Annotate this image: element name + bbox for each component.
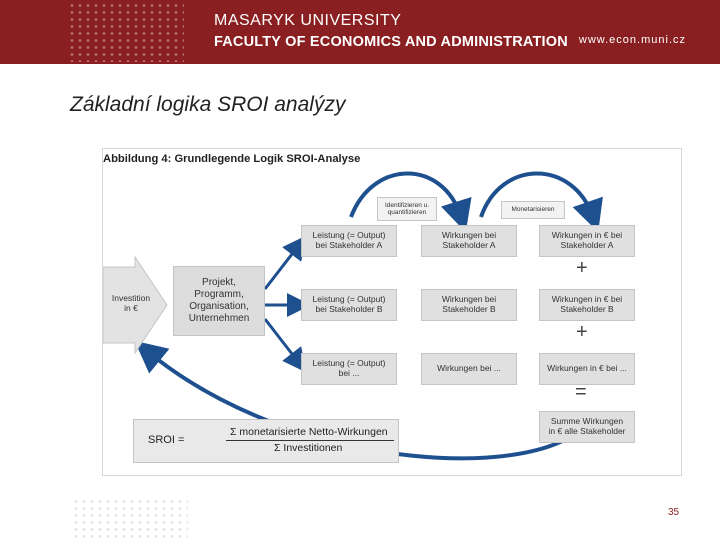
step-monetize: Monetarisieren [501,201,565,219]
euro-box-c: Wirkungen in € bei ... [539,353,635,385]
header-bar [0,0,720,64]
project-box: Projekt, Programm, Organisation, Unternehmen [173,266,265,336]
website-url[interactable]: www.econ.muni.cz [578,34,686,46]
output-box-c: Leistung (= Output) bei ... [301,353,397,385]
output-box-a: Leistung (= Output) bei Stakeholder A [301,225,397,257]
effect-box-b: Wirkungen bei Stakeholder B [421,289,517,321]
fraction-bar [226,440,394,441]
step-identify: Identifizieren u. quantifizieren [377,197,437,221]
euro-box-b: Wirkungen in € bei Stakeholder B [539,289,635,321]
arrow-row1 [265,245,299,289]
plus-sign-1: + [576,257,588,279]
page-number: 35 [668,507,680,518]
equals-sign: = [575,381,587,403]
plus-sign-2: + [576,321,588,343]
formula-denominator: Σ Investitionen [274,442,343,454]
sum-box: Summe Wirkungen in € alle Stakeholder [539,411,635,443]
university-name: MASARYK UNIVERSITY [214,12,402,29]
output-box-b: Leistung (= Output) bei Stakeholder B [301,289,397,321]
sroi-formula [133,419,399,463]
investment-label: Investition in € [111,293,151,314]
footer-pattern [72,498,188,540]
formula-label: SROI = [148,434,185,446]
effect-box-a: Wirkungen bei Stakeholder A [421,225,517,257]
faculty-name: FACULTY OF ECONOMICS AND ADMINISTRATION [214,34,568,50]
effect-box-c: Wirkungen bei ... [421,353,517,385]
arrow-row3 [265,319,299,363]
euro-box-a: Wirkungen in € bei Stakeholder A [539,225,635,257]
figure-title: Abbildung 4: Grundlegende Logik SROI-Analyse [103,153,361,165]
slide-title: Základní logika SROI analýzy [70,93,346,116]
formula-numerator: Σ monetarisierte Netto-Wirkungen [230,426,388,438]
logo-pattern [68,2,184,62]
sroi-figure [102,148,682,476]
